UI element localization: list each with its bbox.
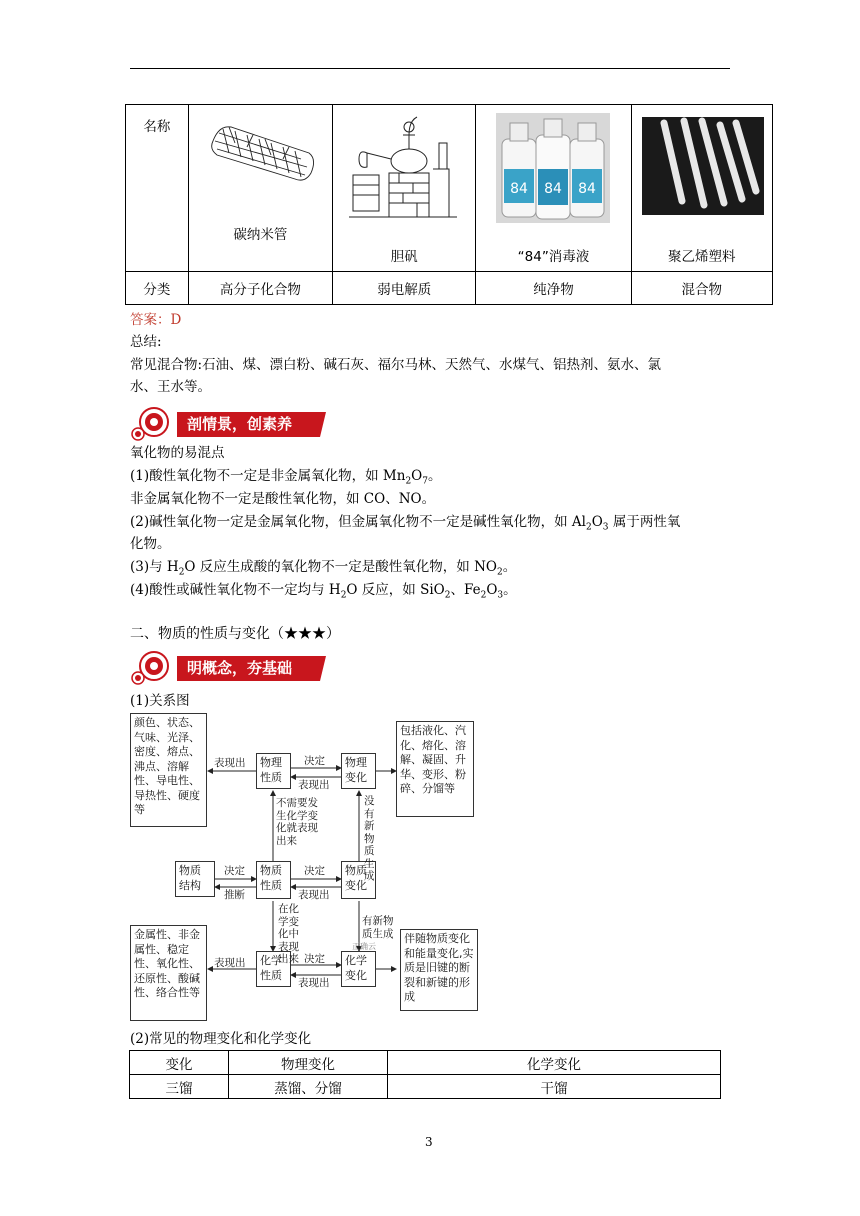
label-new-sub: 有新物质生成 [362, 915, 394, 940]
watermark: 正确云 [352, 942, 376, 951]
label-in-chem: 在化学变化中表现出来 [278, 903, 299, 965]
item-name: 胆矾 [390, 249, 418, 265]
table-cell: 三馏 [130, 1075, 229, 1099]
structure-box: 物质结构 [175, 861, 215, 897]
oxide-line: 非金属氧化物不一定是酸性氧化物，如 CO、NO。 [130, 491, 436, 507]
summary-line: 常见混合物:石油、煤、漂白粉、碱石灰、福尔马林、天然气、水煤气、铝热剂、氨水、氯 [130, 357, 662, 373]
label-no-new: 没有新物质生成 [364, 795, 375, 882]
summary-line: 水、王水等。 [130, 379, 211, 395]
carbon-nanotube-image [209, 119, 319, 191]
banner-label: 剖情景，创素养 [177, 412, 320, 437]
item-danfan [333, 105, 476, 272]
chemical-desc-box: 伴随物质变化和能量变化,实质是旧键的断裂和新键的形成 [400, 929, 478, 1011]
item-name: “84”消毒液 [517, 249, 590, 265]
chemical-change-box: 化学变化 [341, 951, 376, 987]
label-decide: 决定 [304, 755, 325, 767]
changes-table [129, 1050, 721, 1099]
item-name: 聚乙烯塑料 [668, 249, 736, 265]
relationship-diagram [128, 711, 480, 1029]
label-express: 表现出 [298, 977, 330, 989]
table-cell: 蒸馏、分馏 [229, 1075, 388, 1099]
diagram-title: (1)关系图 [130, 693, 190, 709]
table-header: 物理变化 [229, 1051, 388, 1075]
target-icon [130, 406, 182, 442]
label-infer: 推断 [224, 889, 245, 901]
oxide-line: (4)酸性或碱性氧化物不一定均与 $H_2O$ 反应，如 SiO$_2$、$Fe_2O_3$。 [130, 582, 517, 601]
physical-property-box: 物理性质 [256, 753, 291, 789]
classification-table [125, 104, 773, 305]
table-row [130, 1075, 721, 1099]
answer-text: 答案：D [130, 312, 182, 328]
category-header: 分类 [126, 272, 189, 305]
item-carbon-nanotube [188, 105, 332, 272]
change-box: 物质变化 [341, 861, 376, 899]
oxide-line: 化物。 [130, 536, 171, 552]
table-cell: 干馏 [388, 1075, 721, 1099]
svg-text:84: 84 [510, 181, 529, 197]
svg-text:84: 84 [544, 181, 563, 197]
summary-title: 总结: [130, 334, 162, 350]
oxide-line: (1)酸性氧化物不一定是非金属氧化物，如 $Mn_2O_7$。 [130, 468, 442, 487]
disinfectant-bottles-image [496, 113, 610, 223]
table-header: 变化 [130, 1051, 229, 1075]
category-cell: 高分子化合物 [188, 272, 332, 305]
svg-text:84: 84 [578, 181, 597, 197]
category-cell: 纯净物 [476, 272, 631, 305]
label-no-need: 不需要发生化学变化就表现出来 [276, 797, 318, 847]
table-header: 化学变化 [388, 1051, 721, 1075]
page-number: 3 [425, 1135, 433, 1149]
label-express: 表现出 [214, 957, 246, 969]
section-banner [130, 650, 320, 684]
oxide-line: (3)与 $H_2O$ 反应生成酸的氧化物不一定是酸性氧化物，如 $NO_2$。 [130, 559, 517, 578]
physical-props-box: 颜色、状态、气味、光泽、密度、熔点、沸点、溶解性、导电性、导热性、硬度等 [130, 713, 207, 827]
label-decide: 决定 [304, 865, 325, 877]
banner-label: 明概念，夯基础 [177, 656, 320, 681]
oxide-line: (2)碱性氧化物一定是金属氧化物，但金属氧化物不一定是碱性氧化物，如 $Al_2O_3$ 属于两性氧 [130, 514, 681, 533]
table2-title: (2)常见的物理变化和化学变化 [130, 1031, 312, 1047]
physical-change-box: 物理变化 [341, 753, 376, 789]
name-header: 名称 [126, 105, 189, 272]
physical-examples-box: 包括液化、汽化、熔化、溶解、凝固、升华、变形、粉碎、分馏等 [396, 721, 474, 817]
property-box: 物质性质 [256, 861, 291, 899]
label-express: 表现出 [214, 757, 246, 769]
label-express: 表现出 [298, 889, 330, 901]
distillation-apparatus-image [349, 113, 459, 221]
item-polyethylene [631, 105, 772, 272]
chemical-property-box: 化学性质 [256, 951, 291, 987]
section-title: 二、物质的性质与变化（★★★） [130, 626, 340, 642]
item-name: 碳纳米管 [233, 227, 288, 243]
category-cell: 混合物 [631, 272, 772, 305]
label-decide: 决定 [304, 953, 325, 965]
item-84-disinfectant [476, 105, 631, 272]
label-express: 表现出 [298, 779, 330, 791]
category-cell: 弱电解质 [333, 272, 476, 305]
label-decide: 决定 [224, 865, 245, 877]
section-banner [130, 406, 320, 440]
plastic-tubes-image [642, 117, 764, 215]
header-rule [130, 68, 730, 69]
oxide-title: 氧化物的易混点 [130, 445, 225, 461]
chemical-props-box: 金属性、非金属性、稳定性、氧化性、还原性、酸碱性、络合性等 [130, 925, 207, 1021]
target-icon [130, 650, 182, 686]
